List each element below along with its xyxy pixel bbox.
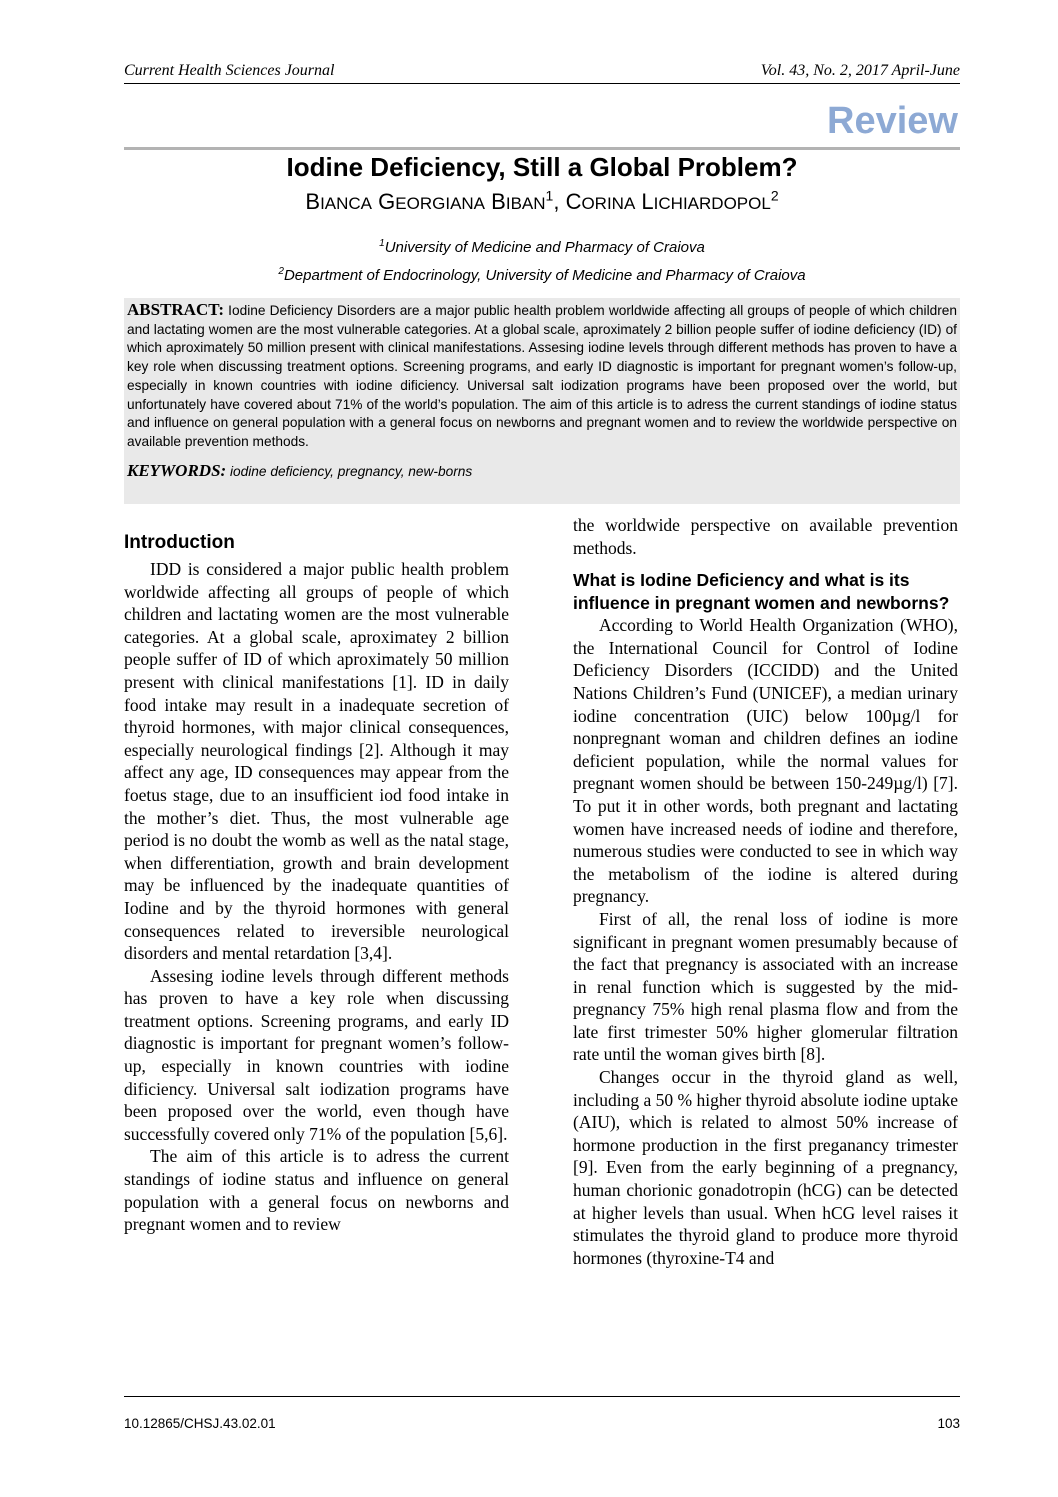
- paragraph-continuation: the worldwide perspective on available prevention methods.: [573, 515, 958, 558]
- keywords-text: iodine deficiency, pregnancy, new-borns: [230, 463, 473, 479]
- journal-volume: Vol. 43, No. 2, 2017 April-June: [760, 62, 960, 79]
- footer-divider: [124, 1396, 960, 1397]
- left-column: [124, 514, 509, 1236]
- title-divider: [124, 147, 960, 150]
- abstract-label: ABSTRACT:: [127, 300, 224, 319]
- abstract: [127, 301, 957, 452]
- author-1: BIANCA GEORGIANA BIBAN$^1$,: [305, 188, 566, 215]
- author-list: [124, 188, 960, 215]
- paragraph: According to World Health Organization (WHO), the International Council for Control of Iodine Deficiency Disorders (ICCIDD) and the United Nations Children’s Fund (UNICEF), a median urinary iodine concentration (UIC) below 100µg/l for nonpregnant woman and children defines an iodine deficient population, while the normal values for pregnant women should be between 150-249µg/l) [7]. To put it in other words, both pregnant and lactating women have increased needs of iodine and therefore, numerous studies were conducted to see in which way the metabolism of the iodine is altered during pregnancy.: [573, 615, 958, 907]
- section-heading-introduction: Introduction: [124, 532, 235, 553]
- journal-name: Current Health Sciences Journal: [124, 62, 335, 79]
- header-divider: [124, 83, 960, 84]
- keywords-label: KEYWORDS:: [127, 460, 227, 480]
- article-title: Iodine Deficiency, Still a Global Problem?: [286, 152, 798, 182]
- doi: 10.12865/CHSJ.43.02.01: [124, 1416, 276, 1431]
- abstract-box: [124, 298, 960, 504]
- author-2: CORINA LICHIARDOPOL$^2$: [565, 188, 779, 215]
- paragraph: Changes occur in the thyroid gland as well, including a 50 % higher thyroid absolute iodine uptake (AIU), which is related to almost 50% increase of hormone production in the first preganancy trimester [9]. Even from the early beginning of a pregnancy, human chorionic gonadotropin (hCG) can be detected at higher levels than usual. When hCG level raises it stimulates the thyroid gland to produce more thyroid hormones (thyroxine-T4 and: [573, 1067, 958, 1268]
- abstract-text: Iodine Deficiency Disorders are a major public health problem worldwide affecting all groups of people of which children and lactating women are the most vulnerable categories. At a global scale, aproximately 2 billion people suffer of iodine deficiency (ID) of which aproximately 50 million present with clinical manifestations. Assesing iodine levels through different methods has proven to have a key role when discussing treatment options. Screening programs, and early ID diagnostic is important for pregnant women’s follow-up, especially in known countries with iodine dificiency. Universal salt iodization programs have been proposed over the world, but unfortunately have covered about 71% of the world’s population. The aim of this article is to adress the current standings of iodine status and influence on general population with a general focus on newborns and pregnant women and to review the worldwide perspective on available prevention methods.: [127, 303, 958, 449]
- affiliation-1: $^1$University of Medicine and Pharmacy of Craiova: [379, 238, 705, 256]
- paragraph: The aim of this article is to adress the current standings of iodine status and influence on general population with a general focus on newborns and pregnant women and to review: [124, 1146, 509, 1235]
- affiliation-2: $^2$Department of Endocrinology, University of Medicine and Pharmacy of Craiova: [278, 266, 806, 284]
- page-number: 103: [937, 1416, 960, 1431]
- paragraph: Assesing iodine levels through different methods has proven to have a key role when discussing treatment options. Screening programs, and early ID diagnostic is important for pregnant women’s follow-up, especially in known countries with iodine dificiency. Universal salt iodization programs have been proposed over the world, even though have successfully covered only 71% of the population [5,6].: [124, 965, 509, 1144]
- right-column: [573, 514, 958, 1269]
- article-type-label: Review: [827, 100, 958, 142]
- section-heading-iodine-deficiency: What is Iodine Deficiency and what is its influence in pregnant women and newborns?: [573, 570, 950, 613]
- keywords: [127, 461, 957, 481]
- paragraph: IDD is considered a major public health problem worldwide affecting all groups of people of which children and lactating women are the most vulnerable categories. At a global scale, aproximatey 2 billion people suffer of ID of which aproximately 50 million present with clinical manifestations [1]. ID in daily food intake may result in a inadequate secretion of thyroid hormones, with major clinical consequences, especially neurological findings [2]. Although it may affect any age, ID consequences may appear from the foetus stage, due to an insufficient iod food intake in the mother’s diet. Thus, the most vulnerable age period is no doubt the womb as well as the natal stage, when differentiation, growth and brain development may be influenced by the inadequate quantities of Iodine and by the thyroid hormones with general consequences related to ireversible neurological disorders and mental retardation [3,4].: [124, 559, 509, 964]
- paragraph: First of all, the renal loss of iodine is more significant in pregnant women presumably because of the fact that pregnancy is associated with an increase in renal function which is suggested by the mid-pregnancy 75% high renal plasma flow and from the late first trimester 50% higher glomerular filtration rate until the woman gives birth [8].: [573, 908, 958, 1065]
